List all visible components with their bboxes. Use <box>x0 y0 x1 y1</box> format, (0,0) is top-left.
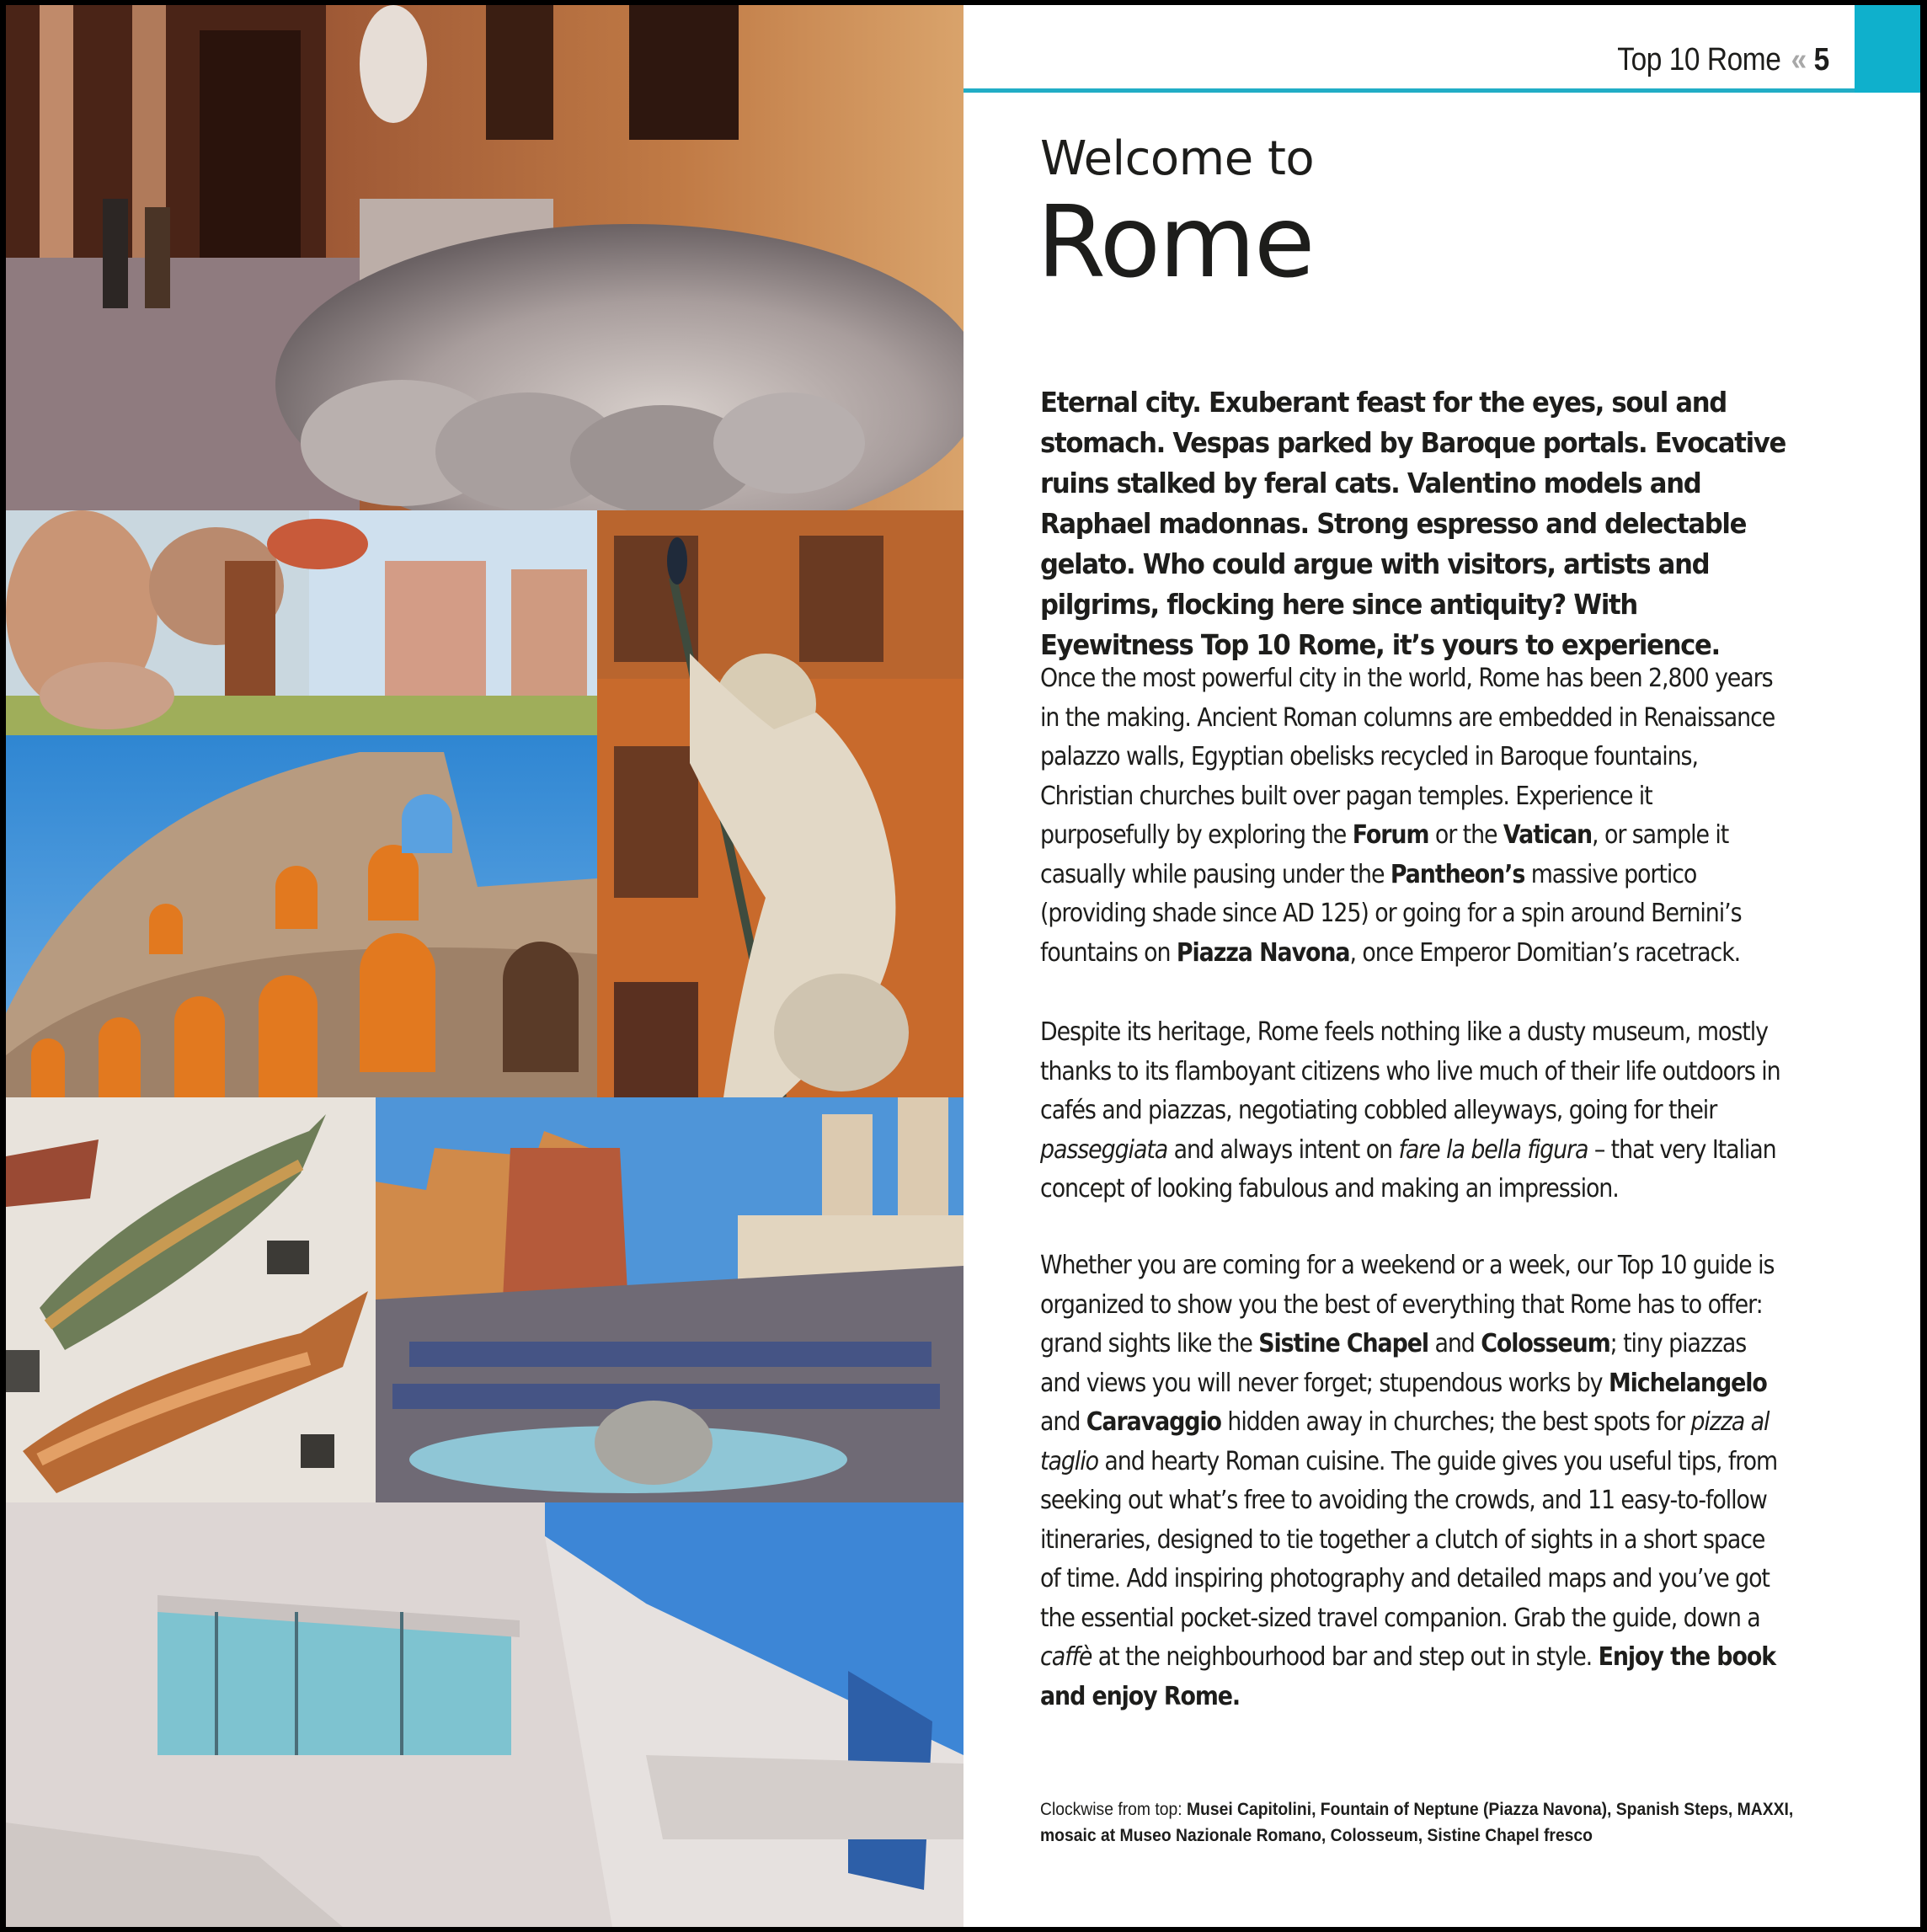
neptune-fountain-image <box>597 510 964 1097</box>
bold-term: Caravaggio <box>1086 1407 1221 1437</box>
photo-spanish-steps <box>376 1097 964 1502</box>
page-number: 5 <box>1813 42 1829 77</box>
book-page <box>6 5 1920 1927</box>
text-run: and hearty Roman cuisine. The guide gives you useful tips, from seeking out what’s free to avoiding the crowds, and 11 easy-to-follow itineraries, designed to tie together a clutch of sights in a short space of time. Add inspiring photography and detailed maps and you’ve got the essential pocket-sized travel companion. Grab the guide, down a <box>1040 1446 1778 1633</box>
text-run: and always intent on <box>1167 1134 1399 1165</box>
colosseum-image <box>6 735 597 1097</box>
photo-maxxi <box>6 1502 964 1927</box>
photo-sistine-chapel-fresco <box>6 510 597 735</box>
italic-term: pizza al taglio <box>1040 1407 1770 1476</box>
bold-term: Michelangelo <box>1608 1368 1767 1398</box>
running-head-text <box>1617 42 1829 78</box>
text-run: at the neighbourhood bar and step out in style. <box>1092 1642 1599 1672</box>
photo-colosseum <box>6 735 597 1097</box>
italic-term: fare la bella figura <box>1398 1134 1588 1165</box>
bold-term: Vatican <box>1503 820 1593 850</box>
bold-term: Enjoy the book and enjoy Rome. <box>1040 1642 1775 1711</box>
bold-term: Piazza Navona <box>1176 937 1350 968</box>
caption-lead: Clockwise from top: <box>1040 1800 1187 1819</box>
header-rule <box>964 88 1920 93</box>
photo-mosaic-museo-nazionale-romano <box>6 1097 376 1502</box>
text-run: hidden away in churches; the best spots for <box>1220 1407 1691 1437</box>
sistine-fresco-image <box>6 510 597 735</box>
bold-term: Colosseum <box>1481 1329 1610 1358</box>
bold-term: Forum <box>1352 820 1429 850</box>
heading-rome: Rome <box>1037 184 1314 300</box>
section-tab <box>1855 5 1920 93</box>
italic-term: caffè <box>1040 1642 1092 1672</box>
caption-list: Musei Capitolini, Fountain of Neptune (Piazza Navona), Spanish Steps, MAXXI, mosaic at Museo Nazionale Romano, Colosseum, Sistine Chapel fresco <box>1040 1800 1794 1845</box>
fish-mosaic-image <box>6 1097 376 1502</box>
text-run: – that very Italian concept of looking fabulous and making an impression. <box>1040 1134 1776 1203</box>
heading-welcome: Welcome to <box>1040 131 1315 186</box>
body-paragraph <box>1040 1013 1786 1209</box>
italic-term: passeggiata <box>1040 1134 1168 1165</box>
text-run: and <box>1428 1329 1481 1358</box>
intro-paragraph: Eternal city. Exuberant feast for the eyes, soul and stomach. Vespas parked by Baroque portals. Evocative ruins stalked by feral cats. Valentino models and Raphael madonnas. Strong espresso and delectable gelato. Who could argue with visitors, artists and pilgrims, flocking here since antiquity? With Eyewitness Top 10 Rome, it’s yours to experience. <box>1040 386 1786 661</box>
running-head <box>964 5 1855 93</box>
text-run: or the <box>1428 820 1503 850</box>
text-run: and <box>1040 1407 1086 1437</box>
body-paragraph <box>1040 659 1786 973</box>
text-run: Once the most powerful city in the world, Rome has been 2,800 years in the making. Ancient Roman columns are embedded in Renaissance palazzo walls, Egyptian obelisks recycled in Baroque fountains, Christian churches built over pagan temples. Experience it purposefully by exploring the <box>1040 664 1775 850</box>
spanish-steps-image <box>376 1097 964 1502</box>
photo-musei-capitolini <box>6 5 964 510</box>
bold-term: Pantheon’s <box>1390 859 1525 889</box>
text-run: , once Emperor Domitian’s racetrack. <box>1349 937 1741 968</box>
photo-caption <box>1040 1796 1815 1849</box>
double-chevron-left-icon: « <box>1791 42 1807 77</box>
bold-term: Sistine Chapel <box>1258 1329 1429 1358</box>
book-title: Top 10 Rome <box>1617 42 1781 77</box>
text-run: Whether you are coming for a weekend or a week, our Top 10 guide is organized to show you the best of everything that Rome has to offer: grand sights like the <box>1040 1251 1775 1358</box>
text-run: massive portico (providing shade since AD 125) or going for a spin around Bernini’s fountains on <box>1040 859 1742 968</box>
body-paragraph <box>1040 1246 1786 1716</box>
photo-fountain-of-neptune <box>597 510 964 1097</box>
text-run: Despite its heritage, Rome feels nothing like a dusty museum, mostly thanks to its flamboyant citizens who live much of their life outdoors in cafés and piazzas, negotiating cobbled alleyways, going for their <box>1040 1017 1780 1125</box>
musei-capitolini-image <box>6 5 964 510</box>
text-run: ; tiny piazzas and views you will never forget; stupendous works by <box>1040 1329 1747 1398</box>
maxxi-building-image <box>6 1502 964 1927</box>
text-run: , or sample it casually while pausing under the <box>1040 820 1729 889</box>
